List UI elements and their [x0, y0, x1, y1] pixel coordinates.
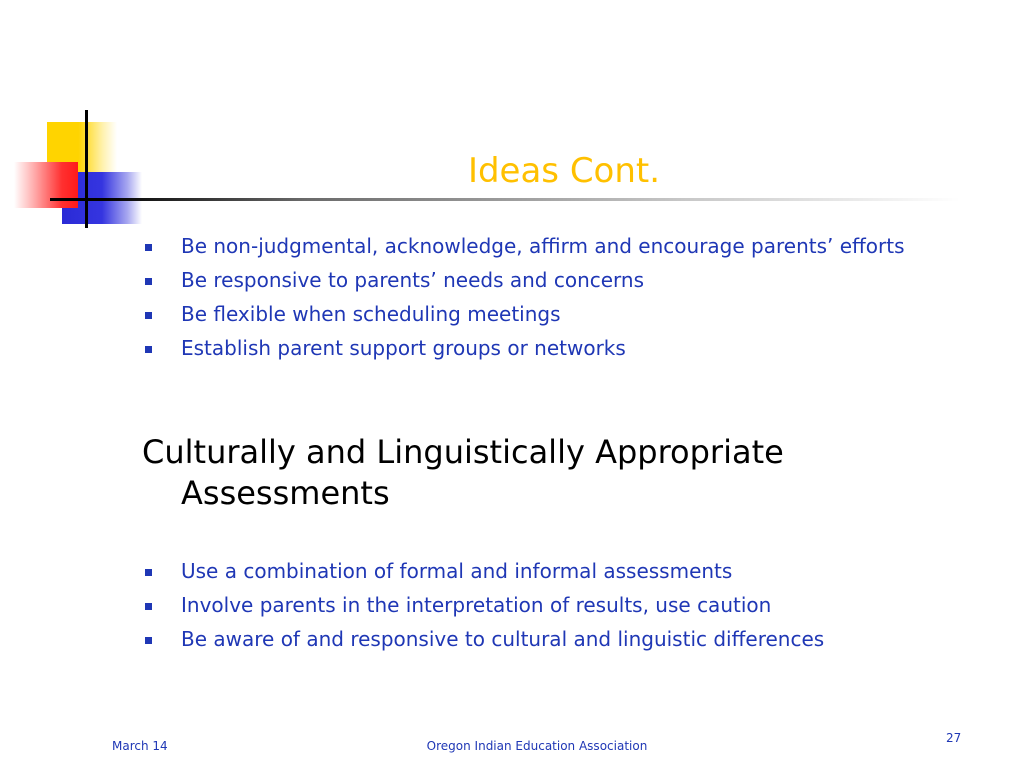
footer-date: March 14 [112, 739, 168, 753]
slide-title: Ideas Cont. [467, 151, 661, 191]
square-bullet-icon [145, 603, 152, 610]
square-bullet-icon [145, 278, 152, 285]
bullet-item [142, 233, 942, 260]
bullet-text: Use a combination of formal and informal assessments [181, 559, 733, 583]
section-heading: Culturally and Linguistically Appropriate Assessments [142, 433, 784, 512]
square-bullet-icon [145, 569, 152, 576]
bullet-text: Involve parents in the interpretation of results, use caution [181, 593, 772, 617]
bullet-item [142, 626, 942, 653]
bullet-text: Be flexible when scheduling meetings [181, 302, 561, 326]
bullet-item [142, 558, 942, 585]
square-bullet-icon [145, 244, 152, 251]
bullet-item [142, 301, 942, 328]
top-bullet-list [142, 233, 942, 369]
bullet-text: Be non-judgmental, acknowledge, affirm and encourage parents’ efforts [181, 234, 905, 258]
title-divider-line [50, 198, 960, 201]
square-bullet-icon [145, 346, 152, 353]
bullet-item [142, 335, 942, 362]
bottom-bullet-list [142, 558, 942, 660]
bullet-item [142, 267, 942, 294]
square-bullet-icon [145, 637, 152, 644]
bullet-text: Establish parent support groups or networks [181, 336, 626, 360]
square-bullet-icon [145, 312, 152, 319]
bullet-text: Be responsive to parents’ needs and concerns [181, 268, 645, 292]
footer-organization: Oregon Indian Education Association [426, 739, 648, 753]
bullet-item [142, 592, 942, 619]
bullet-text: Be aware of and responsive to cultural and linguistic differences [181, 627, 825, 651]
slide-number: 27 [946, 731, 962, 745]
